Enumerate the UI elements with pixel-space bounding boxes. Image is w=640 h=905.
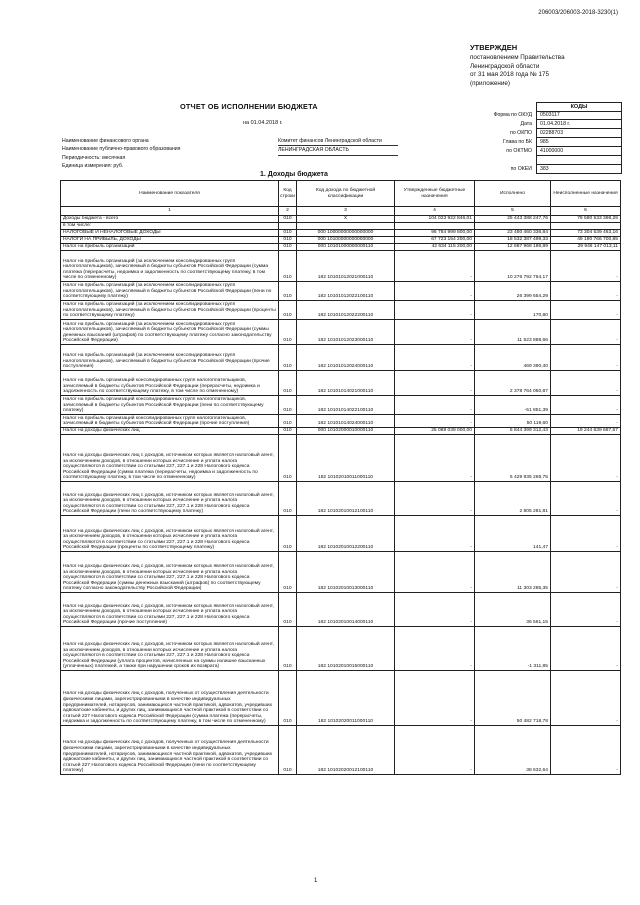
cell-rest: 49 190 766 700,85 xyxy=(551,237,621,244)
cell-code: 010 xyxy=(279,244,297,251)
cell-name: Налог на доходы физических лиц с доходов, полученных от осуществления деятельности физическими лицами, зарегистрированными в качестве индивидуальных предпринимателей, нотариусов, занимающихся частной практикой, адвокатов, учредивших адвокатские кабинеты, и других лиц, занимающихся частной практикой в соответствии со статьей 227 Налогового кодекса Российской Федерации (сумма платежа (перерасчеты, недоимка и задолженность по соответствующему платежу, в том числе по отмененному) xyxy=(61,671,279,726)
cell-code: 010 xyxy=(279,320,297,345)
cell-code: 010 xyxy=(279,415,297,428)
cell-plan: - xyxy=(395,435,475,482)
cell-done: 25 443 388 247,76 xyxy=(475,216,551,223)
code-label: по ОКПО xyxy=(510,130,532,136)
cell-done: 11 523 888,66 xyxy=(475,320,551,345)
cell-kbk: 182 10102010013000110 xyxy=(297,552,395,593)
cell-kbk: 182 10101012021000110 xyxy=(297,251,395,282)
cell-done: 10 276 792 764,17 xyxy=(475,251,551,282)
cell-plan: - xyxy=(395,726,475,775)
info-label: Наименование финансового органа xyxy=(62,138,149,144)
col-header: Исполнено xyxy=(475,181,551,207)
table-body xyxy=(61,216,621,775)
col-number: 6 xyxy=(551,207,621,216)
cell-done xyxy=(475,223,551,230)
cell-rest: 73 304 539 463,16 xyxy=(551,230,621,237)
table-row xyxy=(61,435,621,482)
col-header: Код строки xyxy=(279,181,297,207)
table-row xyxy=(61,671,621,726)
cell-name: Налог на доходы физических лиц с доходов, источником которых является налоговый агент, за исключением доходов, в отношении которых исчисление и уплата налога осуществляются в соответствии со статьями 227, 227.1 и 228 Налогового кодекса Российской Федерации (сумма платежа (перерасчеты, недоимка и задолженность по соответствующему платежу, в том числе по отмененному) xyxy=(61,435,279,482)
cell-plan: 96 784 999 800,00 xyxy=(395,230,475,237)
report-title: ОТЧЕТ ОБ ИСПОЛНЕНИИ БЮДЖЕТА xyxy=(180,102,318,111)
cell-kbk: 182 10102010015000110 xyxy=(297,627,395,671)
cell-code: 010 xyxy=(279,435,297,482)
cell-code: 010 xyxy=(279,482,297,516)
cell-done: -51 851,39 xyxy=(475,396,551,415)
table-row xyxy=(61,552,621,593)
cell-code: 010 xyxy=(279,301,297,320)
cell-plan: 104 023 922 846,01 xyxy=(395,216,475,223)
cell-kbk: 182 10101012023000110 xyxy=(297,320,395,345)
cell-kbk: 182 10102020011000110 xyxy=(297,671,395,726)
code-label: Глава по БК xyxy=(502,139,532,145)
code-label: по ОКЕИ xyxy=(510,166,532,172)
cell-done: 5 429 935 269,75 xyxy=(475,435,551,482)
cell-name: Доходы бюджета - всего xyxy=(61,216,279,223)
cell-name: Налог на доходы физических лиц с доходов, источником которых является налоговый агент, за исключением доходов, в отношении которых исчисление и уплата налога осуществляются в соответствии со статьями 227, 227.1 и 228 Налогового кодекса Российской Федерации (прочие поступления) xyxy=(61,593,279,627)
codes-header: КОДЫ xyxy=(536,102,622,112)
table-number-row xyxy=(61,207,621,216)
cell-plan: - xyxy=(395,593,475,627)
cell-rest: - xyxy=(551,435,621,482)
cell-rest: - xyxy=(551,301,621,320)
cell-done: 170,80 xyxy=(475,301,551,320)
cell-kbk: 182 10101012024000110 xyxy=(297,345,395,371)
col-number: 5 xyxy=(475,207,551,216)
cell-name: Налог на доходы физических лиц с доходов, источником которых является налоговый агент, за исключением доходов, в отношении которых исчисление и уплата налога осуществляются в соответствии со статьями 227, 227.1 и 228 Налогового кодекса Российской Федерации (суммы денежных взысканий (штрафов) по соответствующему платежу согласно законодательству Российской Федерации) xyxy=(61,552,279,593)
cell-code: 010 xyxy=(279,230,297,237)
info-values xyxy=(278,137,398,156)
section-title: 1. Доходы бюджета xyxy=(260,171,328,178)
table-row xyxy=(61,516,621,552)
cell-rest: 78 580 533 398,25 xyxy=(551,216,621,223)
cell-kbk: 182 10101012022200110 xyxy=(297,301,395,320)
code-value: 01.04.2018 г. xyxy=(537,120,621,129)
table-row xyxy=(61,345,621,371)
cell-kbk: X xyxy=(297,216,395,223)
cell-name: Налог на прибыль организаций консолидированных групп налогоплательщиков, зачисляемый в бюджеты субъектов Российской Федерации (пени по соответствующему платежу) xyxy=(61,396,279,415)
cell-kbk xyxy=(297,223,395,230)
code-value xyxy=(537,156,621,165)
info-labels xyxy=(62,137,180,170)
cell-name: Налог на прибыль организаций (за исключением консолидированных групп налогоплательщиков), зачисляемый в бюджеты субъектов Российской Федерации (проценты по соответствующему платежу) xyxy=(61,301,279,320)
cell-rest: - xyxy=(551,282,621,301)
cell-rest: - xyxy=(551,671,621,726)
table-row xyxy=(61,301,621,320)
cell-plan: - xyxy=(395,627,475,671)
cell-code: 010 xyxy=(279,671,297,726)
cell-rest: - xyxy=(551,726,621,775)
cell-name: Налог на прибыль организаций консолидированных групп налогоплательщиков, зачисляемый в бюджеты субъектов Российской Федерации (перерасчеты, недоимка и задолженность по соответствующему платежу, в том числе по отмененному) xyxy=(61,371,279,396)
table-row xyxy=(61,726,621,775)
cell-kbk: 000 10100000000000000 xyxy=(297,237,395,244)
cell-name: Налог на доходы физических лиц с доходов, источником которых является налоговый агент, за исключением доходов, в отношении которых исчисление и уплата налога осуществляются в соответствии со статьями 227, 227.1 и 228 Налогового кодекса Российской Федерации (пени по соответствующему платежу) xyxy=(61,482,279,516)
cell-done: 141,47 xyxy=(475,516,551,552)
cell-kbk: 000 10000000000000000 xyxy=(297,230,395,237)
code-label xyxy=(460,156,532,165)
code-value: 02288703 xyxy=(537,129,621,138)
table-row xyxy=(61,593,621,627)
cell-name: в том числе: xyxy=(61,223,279,230)
cell-rest: - xyxy=(551,345,621,371)
cell-rest: - xyxy=(551,371,621,396)
codes-labels xyxy=(460,111,532,174)
approval-line: от 31 мая 2018 года № 175 xyxy=(470,71,549,79)
table-row xyxy=(61,320,621,345)
cell-plan: 67 723 154 200,00 xyxy=(395,237,475,244)
cell-kbk: 182 10101012022100110 xyxy=(297,282,395,301)
cell-plan: - xyxy=(395,415,475,428)
cell-code: 010 xyxy=(279,428,297,435)
cell-code: 010 xyxy=(279,396,297,415)
cell-plan: - xyxy=(395,671,475,726)
cell-kbk: 000 10102000010000110 xyxy=(297,428,395,435)
col-header: Наименование показателя xyxy=(61,181,279,207)
cell-kbk: 182 10101014024000110 xyxy=(297,415,395,428)
cell-kbk: 182 10102010014000110 xyxy=(297,593,395,627)
col-header: Утвержденные бюджетные назначения xyxy=(395,181,475,207)
cell-plan: 25 089 039 000,00 xyxy=(395,428,475,435)
cell-code: 010 xyxy=(279,726,297,775)
cell-kbk: 182 10102010011000110 xyxy=(297,435,395,482)
cell-code: 010 xyxy=(279,251,297,282)
cell-rest: - xyxy=(551,627,621,671)
info-label: Единица измерения: руб. xyxy=(62,162,124,169)
cell-code: 010 xyxy=(279,552,297,593)
cell-rest: - xyxy=(551,251,621,282)
code-label: по ОКТМО xyxy=(506,148,532,154)
cell-plan: - xyxy=(395,516,475,552)
cell-rest: - xyxy=(551,516,621,552)
table-row xyxy=(61,415,621,428)
table-header-row xyxy=(61,181,621,207)
cell-name: Налог на доходы физических лиц с доходов, источником которых является налоговый агент, за исключением доходов, в отношении которых исчисление и уплата налога осуществляются в соответствии со статьями 227, 227.1 и 228 Налогового кодекса Российской Федерации (уплата процентов, начисленных на суммы излишне взысканных (уплаченных) платежей, а также при нарушении сроков их возврата) xyxy=(61,627,279,671)
code-value: 985 xyxy=(537,138,621,147)
cell-plan: - xyxy=(395,371,475,396)
cell-done: 26 399 654,29 xyxy=(475,282,551,301)
table-row xyxy=(61,230,621,237)
approval-stamp xyxy=(470,44,630,88)
cell-kbk: 000 10101000000000110 xyxy=(297,244,395,251)
cell-code: 010 xyxy=(279,516,297,552)
document-number: 206003/206003-2018-3230(1) xyxy=(538,10,618,16)
cell-code: 010 xyxy=(279,237,297,244)
cell-rest: - xyxy=(551,593,621,627)
cell-name: Налог на прибыль организаций консолидированных групп налогоплательщиков, зачисляемый в бюджеты субъектов Российской Федерации (прочие поступления) xyxy=(61,415,279,428)
col-number: 1 xyxy=(61,207,279,216)
cell-kbk: 182 10101014022100110 xyxy=(297,396,395,415)
cell-rest: - xyxy=(551,552,621,593)
table-row xyxy=(61,282,621,301)
cell-name: Налог на доходы физических лиц xyxy=(61,428,279,435)
cell-done: 469 390,40 xyxy=(475,345,551,371)
table-row xyxy=(61,244,621,251)
table-row xyxy=(61,396,621,415)
table-row xyxy=(61,237,621,244)
cell-done: 36 561,15 xyxy=(475,593,551,627)
col-header: Код дохода по бюджетной классификации xyxy=(297,181,395,207)
cell-rest: - xyxy=(551,396,621,415)
cell-kbk: 182 10101014021000110 xyxy=(297,371,395,396)
table-row xyxy=(61,251,621,282)
cell-name: НАЛОГОВЫЕ И НЕНАЛОГОВЫЕ ДОХОДЫ xyxy=(61,230,279,237)
cell-done: 2 378 764 050,87 xyxy=(475,371,551,396)
cell-done: 11 303 285,35 xyxy=(475,552,551,593)
cell-code: 010 xyxy=(279,282,297,301)
cell-done: 12 687 968 186,89 xyxy=(475,244,551,251)
cell-plan: - xyxy=(395,320,475,345)
cell-rest xyxy=(551,223,621,230)
page-number: 1 xyxy=(314,878,318,884)
table-row xyxy=(61,371,621,396)
cell-done: 50 119,60 xyxy=(475,415,551,428)
report-date: на 01.04.2018 г. xyxy=(243,120,283,126)
cell-code: 010 xyxy=(279,593,297,627)
cell-rest: - xyxy=(551,320,621,345)
cell-done: 18 532 387 499,33 xyxy=(475,237,551,244)
cell-rest: - xyxy=(551,482,621,516)
cell-done: 5 844 399 312,43 xyxy=(475,428,551,435)
info-value: Комитет финансов Ленинградской области xyxy=(278,137,398,146)
code-value: 0503117 xyxy=(537,111,621,120)
code-value: 41000000 xyxy=(537,147,621,156)
cell-rest: 29 946 147 013,11 xyxy=(551,244,621,251)
cell-plan: - xyxy=(395,345,475,371)
table-row xyxy=(61,216,621,223)
info-label: Периодичность: месячная xyxy=(62,154,126,161)
col-number: 2 xyxy=(279,207,297,216)
cell-done: 50 482 718,78 xyxy=(475,671,551,726)
cell-name: Налог на прибыль организаций (за исключением консолидированных групп налогоплательщиков), зачисляемый в бюджеты субъектов Российской Федерации (прочие поступления) xyxy=(61,345,279,371)
col-number: 4 xyxy=(395,207,475,216)
cell-name: Налог на доходы физических лиц с доходов, источником которых является налоговый агент, за исключением доходов, в отношении которых исчисление и уплата налога осуществляются в соответствии со статьями 227, 227.1 и 228 Налогового кодекса Российской Федерации (проценты по соответствующему платежу) xyxy=(61,516,279,552)
cell-kbk: 182 10102010012200110 xyxy=(297,516,395,552)
code-label: Форма по ОКУД xyxy=(493,112,532,118)
cell-name: Налог на прибыль организаций (за исключением консолидированных групп налогоплательщиков), зачисляемый в бюджеты субъектов Российской Федерации (пени по соответствующему платежу) xyxy=(61,282,279,301)
cell-kbk: 182 10102010012100110 xyxy=(297,482,395,516)
cell-done: 2 805 281,81 xyxy=(475,482,551,516)
cell-name: Налог на прибыль организаций (за исключением консолидированных групп налогоплательщиков), зачисляемый в бюджеты субъектов Российской Федерации (суммы денежных взысканий (штрафов) по соответствующему платежу согласно законодательству Российской Федерации) xyxy=(61,320,279,345)
cell-rest: - xyxy=(551,415,621,428)
cell-done: 38 632,64 xyxy=(475,726,551,775)
cell-name: Налог на прибыль организаций (за исключением консолидированных групп налогоплательщиков), зачисляемый в бюджеты субъектов Российской Федерации (сумма платежа (перерасчеты, недоимка и задолженность по соответствующему платежу, в том числе по отмененному) xyxy=(61,251,279,282)
cell-plan: - xyxy=(395,396,475,415)
cell-rest: 19 244 639 687,57 xyxy=(551,428,621,435)
cell-done: -1 311,85 xyxy=(475,627,551,671)
cell-plan: - xyxy=(395,552,475,593)
code-label: Дата xyxy=(520,121,532,127)
cell-code: 010 xyxy=(279,371,297,396)
cell-name: НАЛОГИ НА ПРИБЫЛЬ, ДОХОДЫ xyxy=(61,237,279,244)
cell-code: 010 xyxy=(279,345,297,371)
cell-plan: - xyxy=(395,482,475,516)
cell-name: Налог на прибыль организаций xyxy=(61,244,279,251)
cell-plan: - xyxy=(395,251,475,282)
info-label: Наименование публично-правового образования xyxy=(62,146,181,153)
cell-kbk: 182 10102020012100110 xyxy=(297,726,395,775)
table-row xyxy=(61,482,621,516)
cell-name: Налог на доходы физических лиц с доходов, полученных от осуществления деятельности физическими лицами, зарегистрированными в качестве индивидуальных предпринимателей, нотариусов, занимающихся частной практикой, адвокатов, учредивших адвокатские кабинеты, и других лиц, занимающихся частной практикой в соответствии со статьей 227 Налогового кодекса Российской Федерации (пени по соответствующему платежу) xyxy=(61,726,279,775)
approval-line: постановлением Правительства xyxy=(470,54,565,62)
cell-plan xyxy=(395,223,475,230)
table-row xyxy=(61,627,621,671)
cell-done: 23 480 460 336,84 xyxy=(475,230,551,237)
col-header: Неисполненные назначения xyxy=(551,181,621,207)
table-row xyxy=(61,223,621,230)
table-row xyxy=(61,428,621,435)
cell-plan: - xyxy=(395,301,475,320)
cell-code: 010 xyxy=(279,216,297,223)
col-number: 3 xyxy=(297,207,395,216)
cell-plan: - xyxy=(395,282,475,301)
approval-line: Ленинградской области xyxy=(470,62,540,70)
cell-code: 010 xyxy=(279,627,297,671)
income-table xyxy=(60,180,621,775)
approval-title: УТВЕРЖДЕН xyxy=(470,43,518,52)
cell-code xyxy=(279,223,297,230)
cell-plan: 42 634 115 200,00 xyxy=(395,244,475,251)
info-value: ЛЕНИНГРАДСКАЯ ОБЛАСТЬ xyxy=(278,146,398,155)
code-value: 383 xyxy=(537,165,621,174)
approval-line: (приложение) xyxy=(470,79,511,87)
codes-box xyxy=(536,111,622,174)
